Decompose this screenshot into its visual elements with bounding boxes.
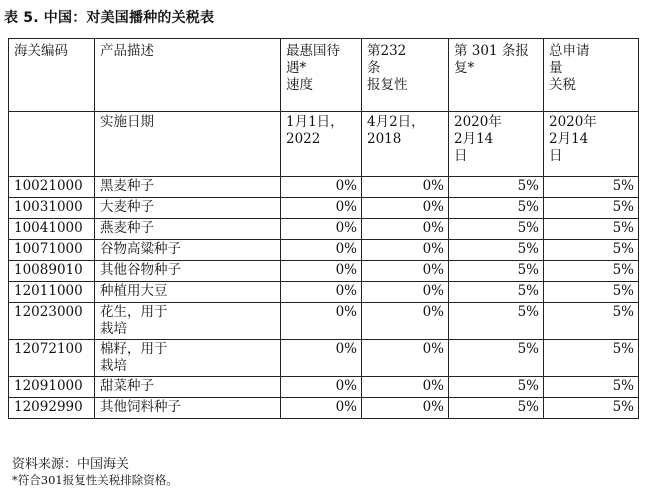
section-301-cell: 5% xyxy=(449,261,544,282)
product-description-cell: 其他饲料种子 xyxy=(95,398,281,419)
product-description-cell: 种植用大豆 xyxy=(95,282,281,303)
section-232-cell: 0% xyxy=(362,377,449,398)
section-232-cell: 0% xyxy=(362,398,449,419)
date-section-232: 4月2日， 2018 xyxy=(362,112,449,177)
table-row xyxy=(9,240,639,261)
table-title: 表 5. 中国：对美国播种的关税表 xyxy=(4,10,215,26)
header-total-tariff: 总申请 量 关税 xyxy=(544,39,639,112)
table-row xyxy=(9,219,639,240)
table-row xyxy=(9,261,639,282)
section-301-cell: 5% xyxy=(449,198,544,219)
total-tariff-cell: 5% xyxy=(544,261,639,282)
section-232-cell: 0% xyxy=(362,282,449,303)
mfn-rate-cell: 0% xyxy=(281,340,362,377)
hs-code-cell: 10031000 xyxy=(9,198,95,219)
product-description-cell: 大麦种子 xyxy=(95,198,281,219)
product-description-cell: 黑麦种子 xyxy=(95,177,281,198)
header-row xyxy=(9,39,639,112)
header-section-301: 第 301 条报 复* xyxy=(449,39,544,112)
hs-code-cell: 12023000 xyxy=(9,303,95,340)
section-232-cell: 0% xyxy=(362,303,449,340)
product-description-cell: 谷物高粱种子 xyxy=(95,240,281,261)
mfn-rate-cell: 0% xyxy=(281,240,362,261)
section-301-cell: 5% xyxy=(449,282,544,303)
hs-code-cell: 12091000 xyxy=(9,377,95,398)
total-tariff-cell: 5% xyxy=(544,177,639,198)
table-row xyxy=(9,340,639,377)
header-hs-code: 海关编码 xyxy=(9,39,95,112)
tariff-table xyxy=(8,38,639,419)
hs-code-cell: 10021000 xyxy=(9,177,95,198)
table-row xyxy=(9,377,639,398)
total-tariff-cell: 5% xyxy=(544,303,639,340)
section-232-cell: 0% xyxy=(362,240,449,261)
header-product-description: 产品描述 xyxy=(95,39,281,112)
section-232-cell: 0% xyxy=(362,198,449,219)
hs-code-cell: 12072100 xyxy=(9,340,95,377)
date-row-empty-cell xyxy=(9,112,95,177)
section-232-cell: 0% xyxy=(362,219,449,240)
mfn-rate-cell: 0% xyxy=(281,198,362,219)
section-301-cell: 5% xyxy=(449,219,544,240)
total-tariff-cell: 5% xyxy=(544,198,639,219)
table-row xyxy=(9,303,639,340)
table-row xyxy=(9,282,639,303)
table-row xyxy=(9,398,639,419)
total-tariff-cell: 5% xyxy=(544,377,639,398)
effective-date-label: 实施日期 xyxy=(95,112,281,177)
section-301-cell: 5% xyxy=(449,398,544,419)
hs-code-cell: 12011000 xyxy=(9,282,95,303)
mfn-rate-cell: 0% xyxy=(281,303,362,340)
total-tariff-cell: 5% xyxy=(544,219,639,240)
hs-code-cell: 10041000 xyxy=(9,219,95,240)
hs-code-cell: 10089010 xyxy=(9,261,95,282)
section-301-cell: 5% xyxy=(449,377,544,398)
total-tariff-cell: 5% xyxy=(544,240,639,261)
mfn-rate-cell: 0% xyxy=(281,177,362,198)
mfn-rate-cell: 0% xyxy=(281,261,362,282)
table-row xyxy=(9,177,639,198)
mfn-rate-cell: 0% xyxy=(281,377,362,398)
total-tariff-cell: 5% xyxy=(544,282,639,303)
total-tariff-cell: 5% xyxy=(544,340,639,377)
mfn-rate-cell: 0% xyxy=(281,398,362,419)
product-description-cell: 燕麦种子 xyxy=(95,219,281,240)
section-301-cell: 5% xyxy=(449,303,544,340)
total-tariff-cell: 5% xyxy=(544,398,639,419)
date-total: 2020年 2月14 日 xyxy=(544,112,639,177)
source-note: 资料来源：中国海关 xyxy=(12,457,130,472)
hs-code-cell: 10071000 xyxy=(9,240,95,261)
section-232-cell: 0% xyxy=(362,261,449,282)
header-mfn-rate: 最惠国待 遇* 速度 xyxy=(281,39,362,112)
section-301-cell: 5% xyxy=(449,340,544,377)
table-row xyxy=(9,198,639,219)
hs-code-cell: 12092990 xyxy=(9,398,95,419)
section-232-cell: 0% xyxy=(362,340,449,377)
product-description-cell: 甜菜种子 xyxy=(95,377,281,398)
footnote: *符合301报复性关税排除资格。 xyxy=(12,473,178,487)
product-description-cell: 花生，用于 栽培 xyxy=(95,303,281,340)
section-232-cell: 0% xyxy=(362,177,449,198)
section-301-cell: 5% xyxy=(449,177,544,198)
section-301-cell: 5% xyxy=(449,240,544,261)
header-section-232: 第232 条 报复性 xyxy=(362,39,449,112)
product-description-cell: 棉籽，用于 栽培 xyxy=(95,340,281,377)
product-description-cell: 其他谷物种子 xyxy=(95,261,281,282)
effective-date-row xyxy=(9,112,639,177)
date-section-301: 2020年 2月14 日 xyxy=(449,112,544,177)
mfn-rate-cell: 0% xyxy=(281,219,362,240)
date-mfn: 1月1日， 2022 xyxy=(281,112,362,177)
mfn-rate-cell: 0% xyxy=(281,282,362,303)
